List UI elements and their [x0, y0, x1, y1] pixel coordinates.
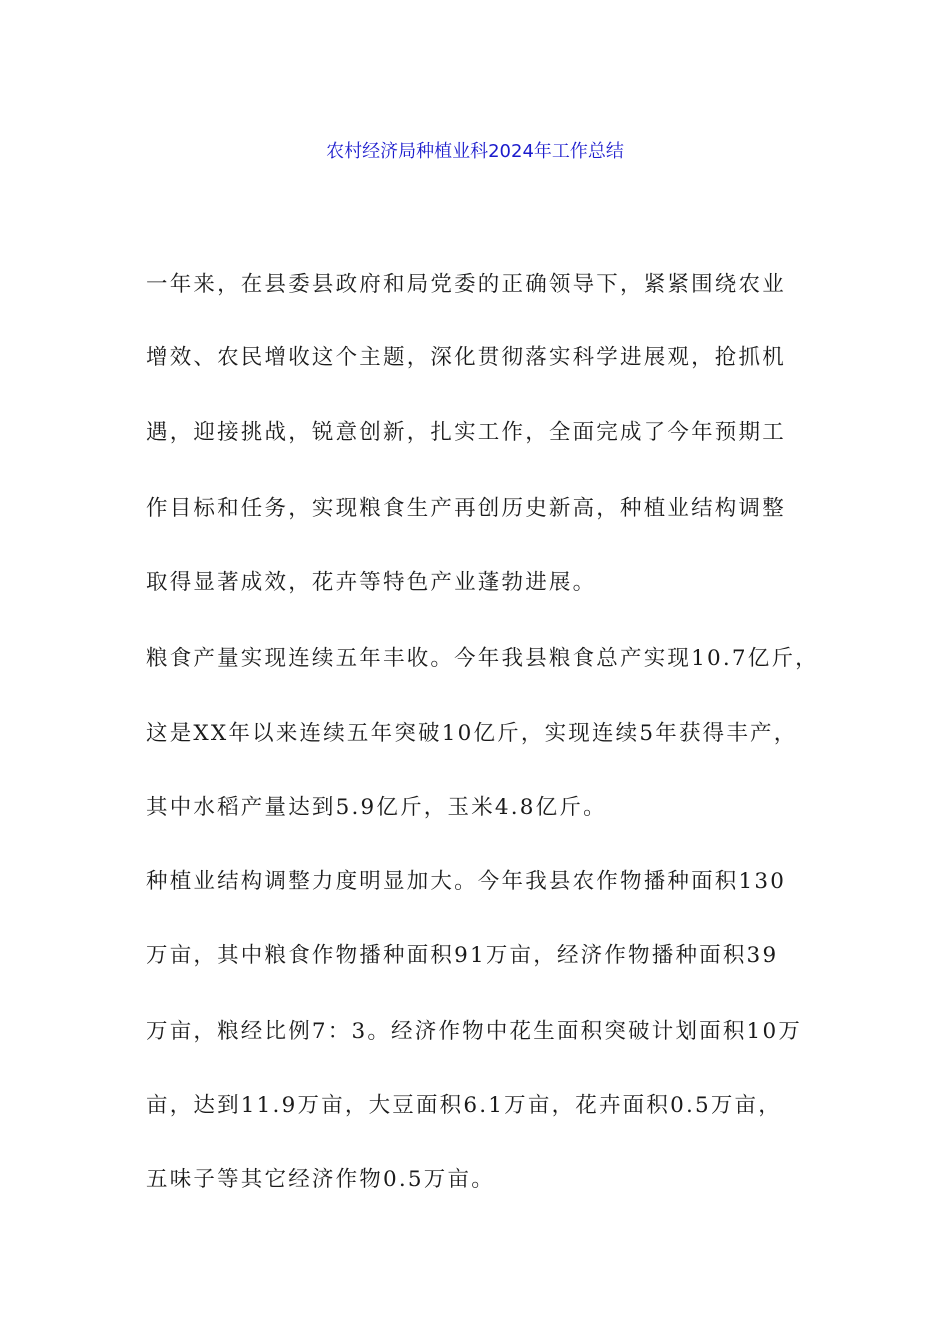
paragraph-1-line-4: 作目标和任务，实现粮食生产再创历史新高，种植业结构调整 — [146, 496, 786, 521]
paragraph-2-line-2: 这是XX年以来连续五年突破10亿斤，实现连续5年获得丰产， — [146, 721, 798, 746]
paragraph-3-line-3: 万亩，粮经比例7：3。经济作物中花生面积突破计划面积10万 — [146, 1019, 803, 1044]
document-title: 农村经济局种植业科2024年工作总结 — [326, 141, 624, 162]
paragraph-3-line-2: 万亩，其中粮食作物播种面积91万亩，经济作物播种面积39 — [146, 943, 779, 968]
paragraph-1-line-3: 遇，迎接挑战，锐意创新，扎实工作，全面完成了今年预期工 — [146, 420, 786, 445]
paragraph-3-line-4: 亩，达到11.9万亩，大豆面积6.1万亩，花卉面积0.5万亩， — [146, 1093, 782, 1118]
paragraph-1-line-2: 增效、农民增收这个主题，深化贯彻落实科学进展观，抢抓机 — [146, 345, 786, 370]
paragraph-2-line-3: 其中水稻产量达到5.9亿斤，玉米4.8亿斤。 — [146, 795, 607, 820]
paragraph-3-line-5: 五味子等其它经济作物0.5万亩。 — [146, 1167, 495, 1192]
paragraph-1-line-5: 取得显著成效，花卉等特色产业蓬勃进展。 — [146, 570, 597, 595]
paragraph-3-line-1: 种植业结构调整力度明显加大。今年我县农作物播种面积130 — [146, 869, 787, 894]
paragraph-2-line-1: 粮食产量实现连续五年丰收。今年我县粮食总产实现10.7亿斤， — [146, 646, 819, 671]
paragraph-1-line-1: 一年来，在县委县政府和局党委的正确领导下，紧紧围绕农业 — [146, 272, 786, 297]
